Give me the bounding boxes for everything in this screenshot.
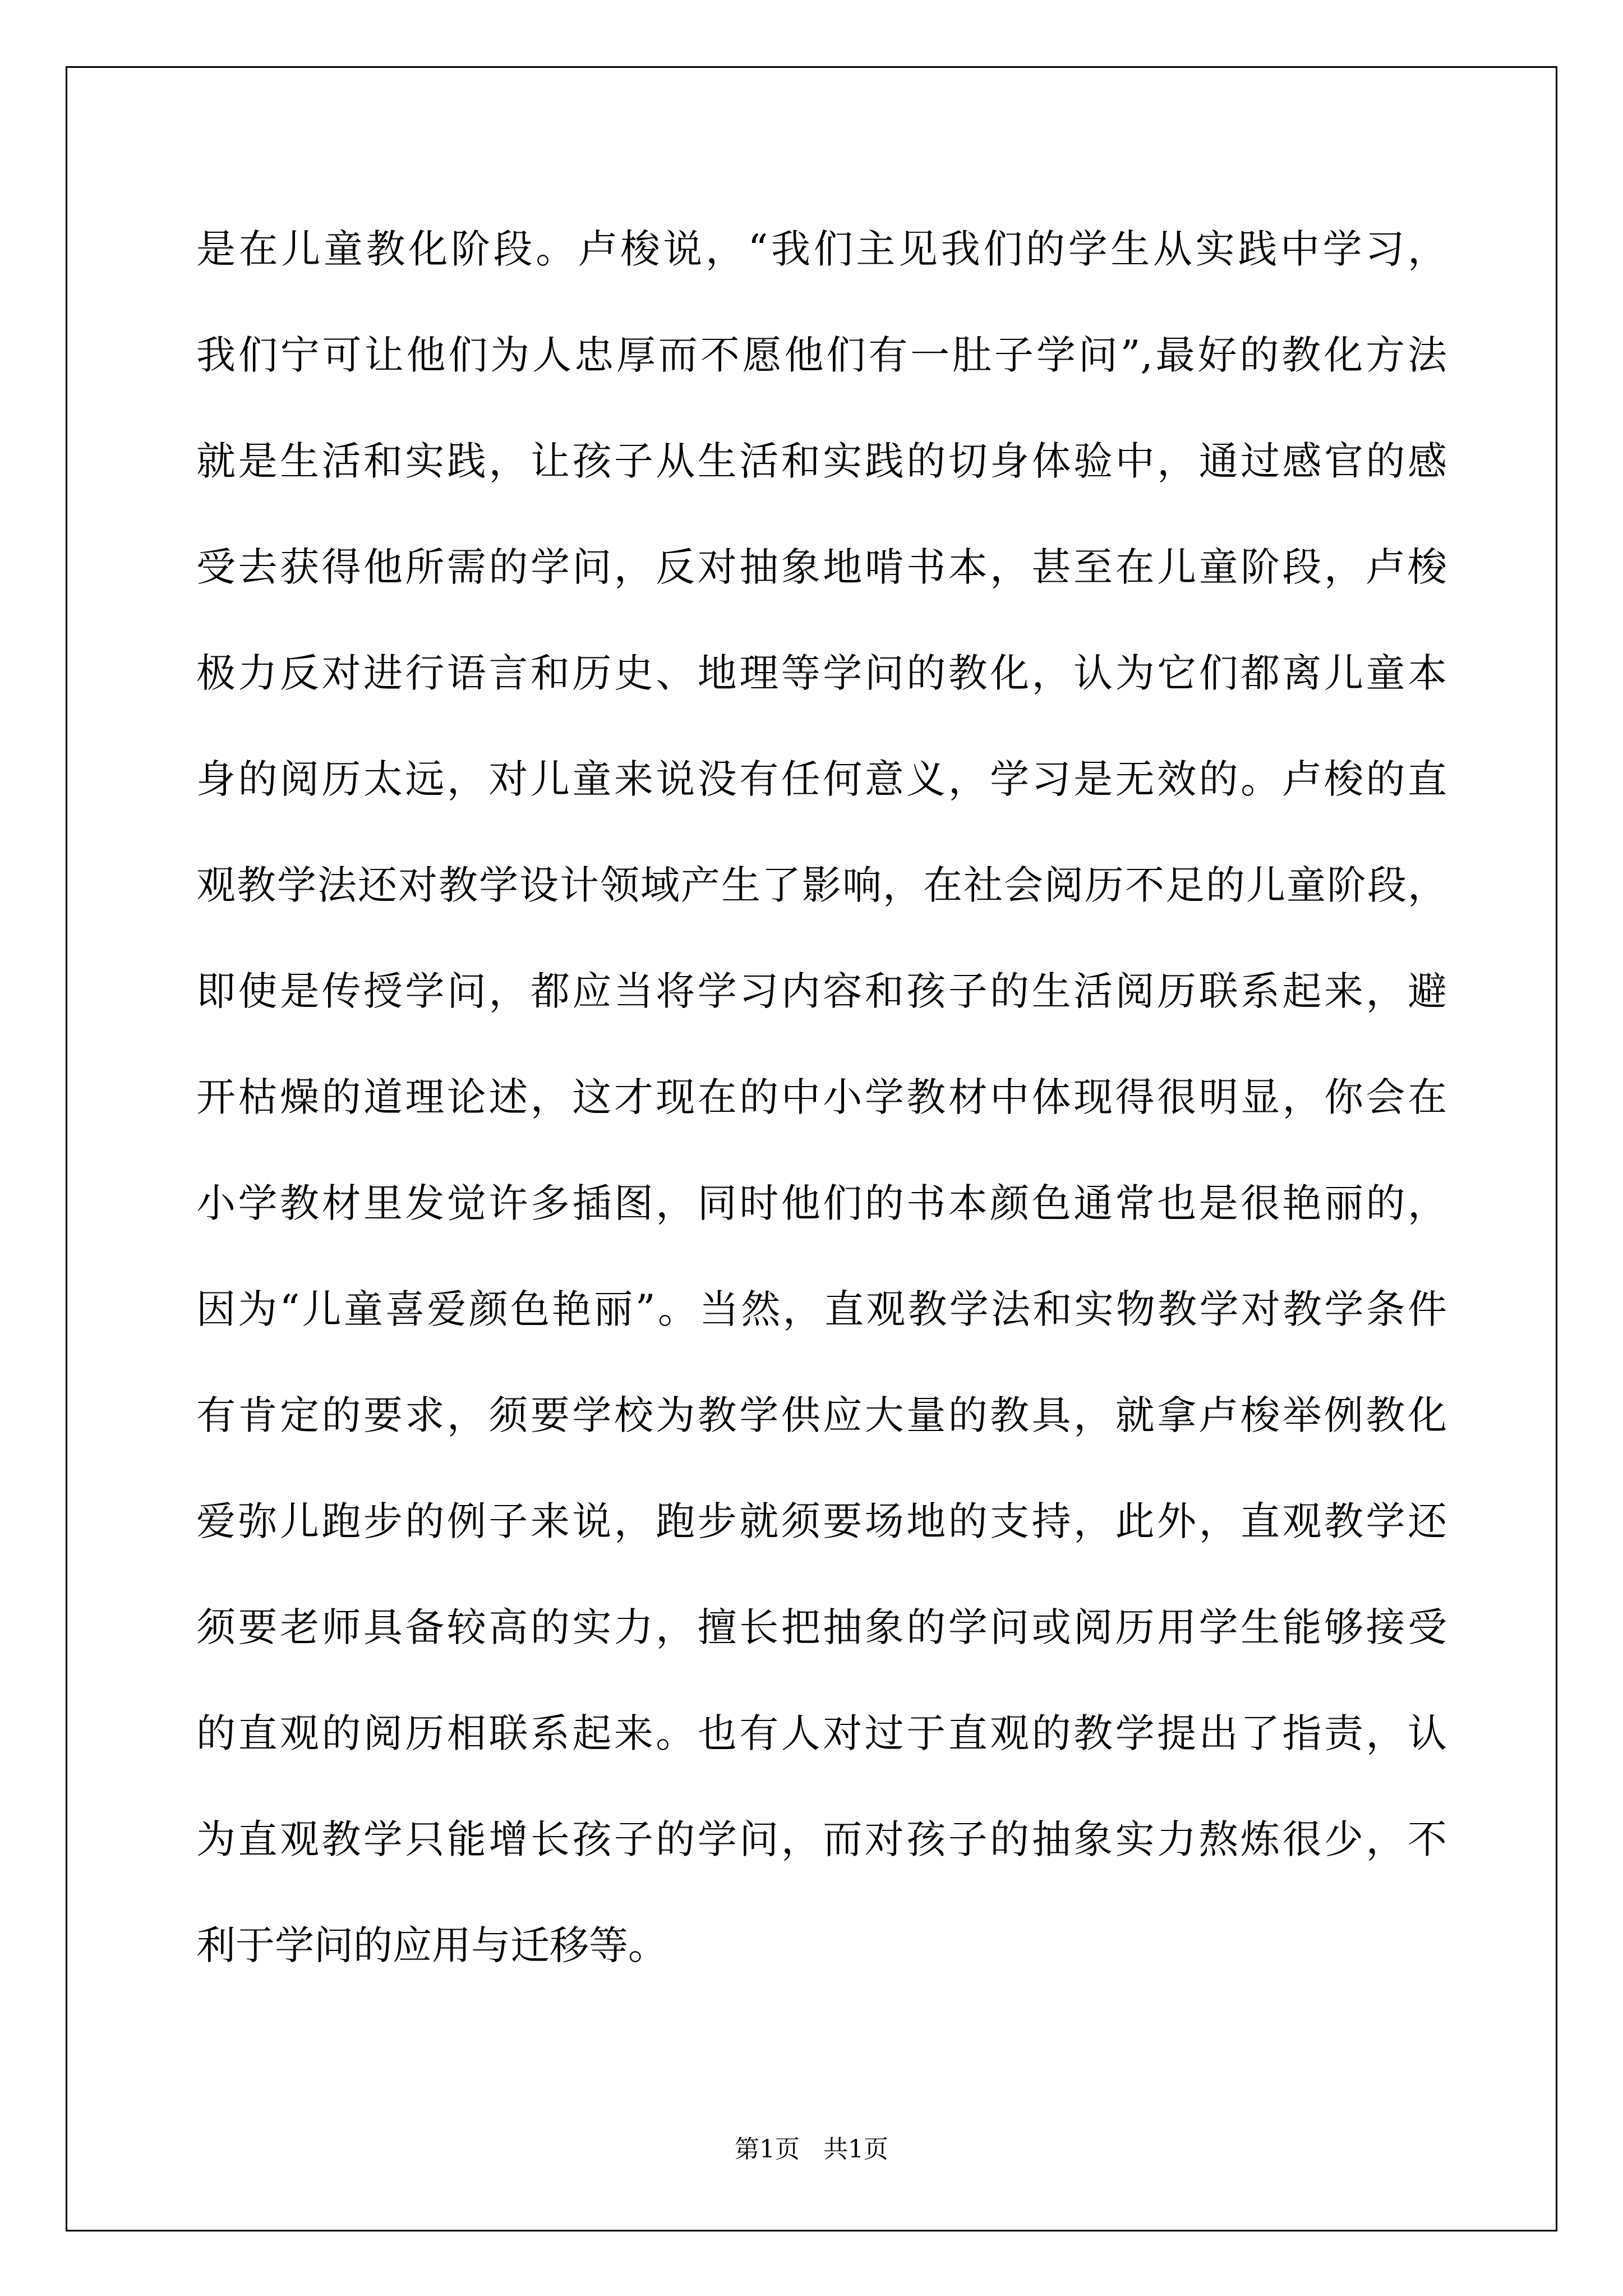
text-line-2: 我们宁可让他们为人忠厚而不愿他们有一肚子学问”,最好的教化方法	[196, 332, 1447, 378]
text-line-16: 为直观教学只能增长孩子的学问，而对孩子的抽象实力熬炼很少，不	[196, 1816, 1447, 1862]
text-line-10: 小学教材里发觉许多插图，同时他们的书本颜色通常也是很艳丽的，	[196, 1180, 1447, 1226]
text-line-6: 身的阅历太远，对儿童来说没有任何意义，学习是无效的。卢梭的直	[196, 756, 1447, 802]
page-number-footer: 第1页 共1页	[735, 2135, 888, 2164]
body-text	[196, 196, 1447, 1999]
text-line-9: 开枯燥的道理论述，这才现在的中小学教材中体现得很明显，你会在	[196, 1074, 1447, 1120]
text-line-15: 的直观的阅历相联系起来。也有人对过于直观的教学提出了指责，认	[196, 1710, 1447, 1756]
text-line-11: 因为“儿童喜爱颜色艳丽”。当然，直观教学法和实物教学对教学条件	[196, 1286, 1447, 1332]
text-line-13: 爱弥儿跑步的例子来说，跑步就须要场地的支持，此外，直观教学还	[196, 1498, 1447, 1544]
text-line-8: 即使是传授学问，都应当将学习内容和孩子的生活阅历联系起来，避	[196, 968, 1447, 1014]
text-line-14: 须要老师具备较高的实力，擅长把抽象的学问或阅历用学生能够接受	[196, 1604, 1447, 1650]
text-line-1: 是在儿童教化阶段。卢梭说，“我们主见我们的学生从实践中学习，	[196, 226, 1447, 272]
text-line-3: 就是生活和实践，让孩子从生活和实践的切身体验中，通过感官的感	[196, 438, 1447, 484]
text-line-4: 受去获得他所需的学问，反对抽象地啃书本，甚至在儿童阶段，卢梭	[196, 544, 1447, 590]
text-line-17: 利于学问的应用与迁移等。	[196, 1922, 667, 1968]
text-line-7: 观教学法还对教学设计领域产生了影响，在社会阅历不足的儿童阶段，	[196, 862, 1447, 908]
text-line-12: 有肯定的要求，须要学校为教学供应大量的教具，就拿卢梭举例教化	[196, 1392, 1447, 1438]
text-line-5: 极力反对进行语言和历史、地理等学问的教化，认为它们都离儿童本	[196, 650, 1447, 696]
